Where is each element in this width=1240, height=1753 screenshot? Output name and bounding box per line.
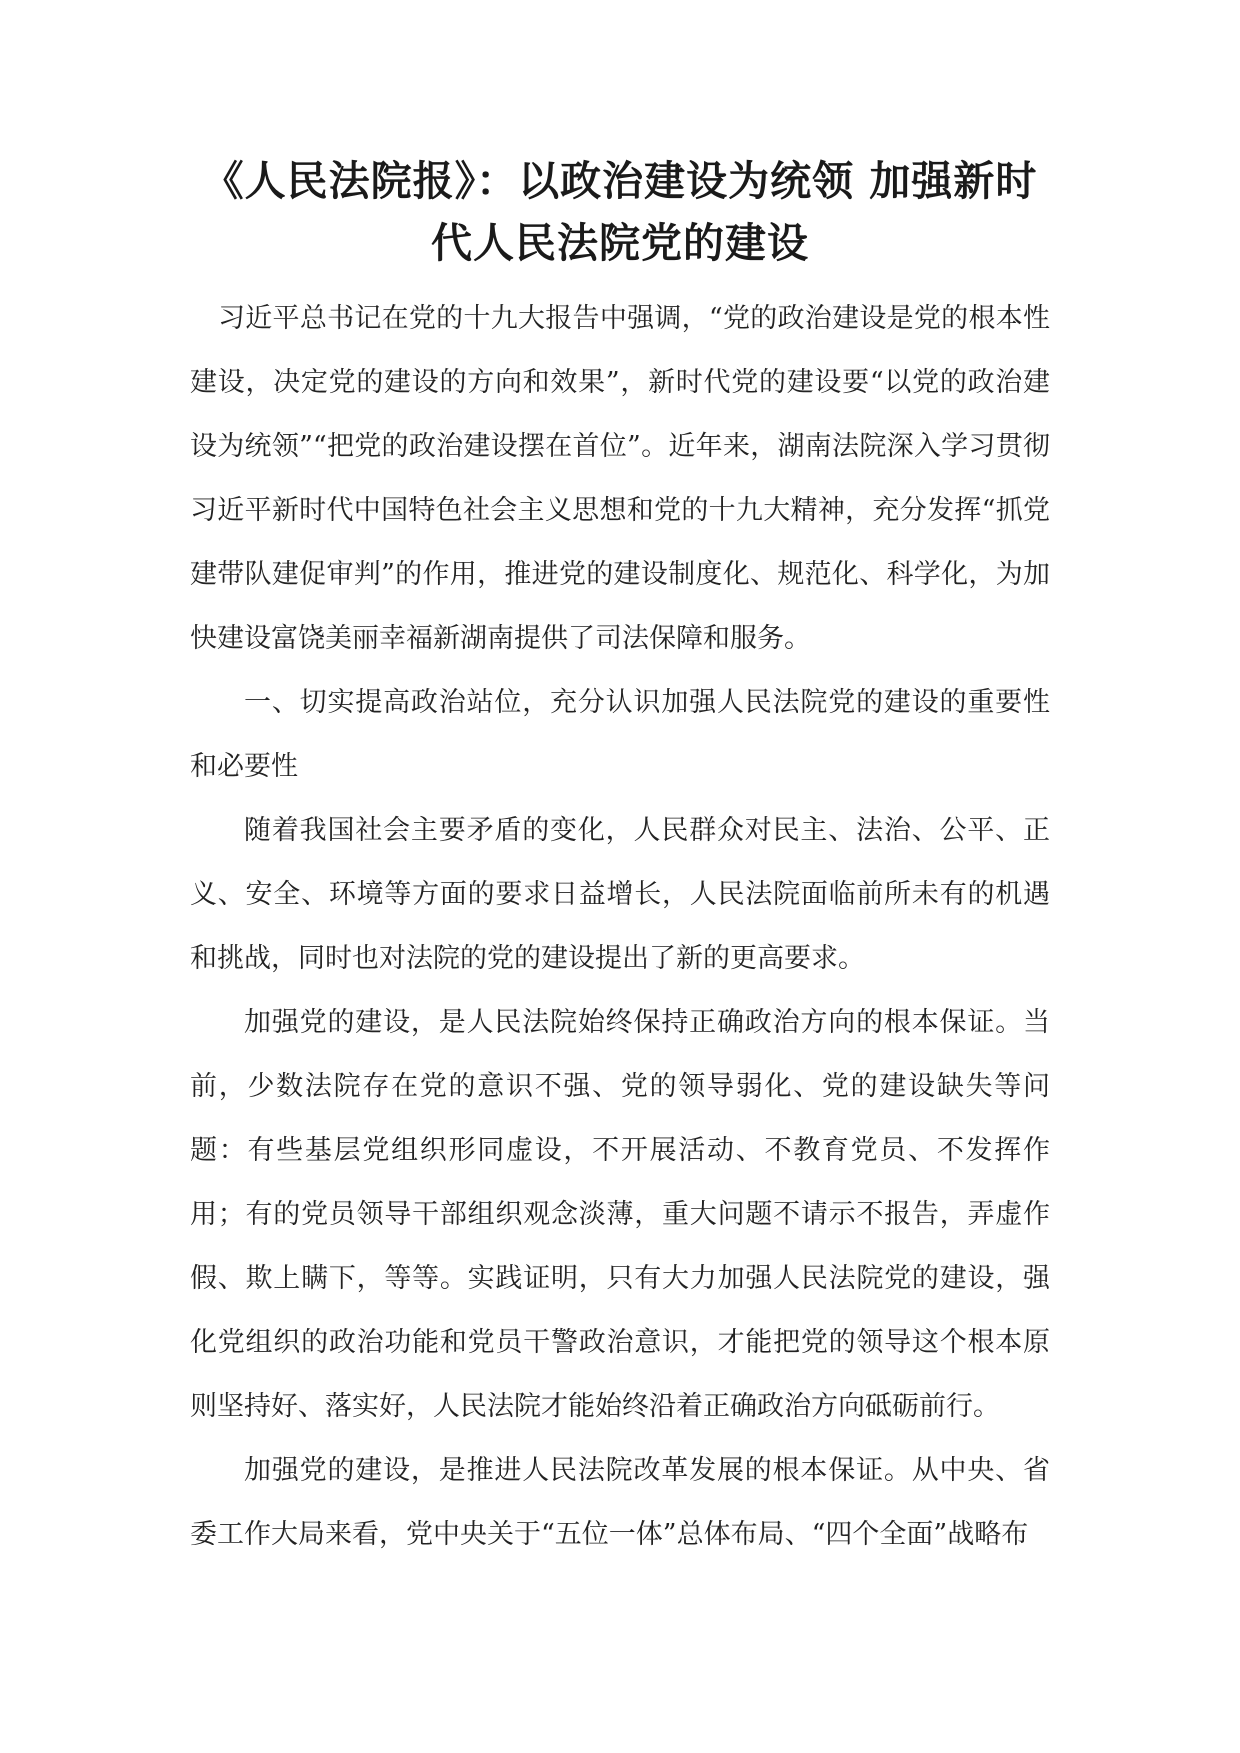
document-body (190, 287, 1050, 1567)
paragraph-political-direction: 加强党的建设，是人民法院始终保持正确政治方向的根本保证。当前，少数法院存在党的意识不强、党的领导弱化、党的建设缺失等问题：有些基层党组织形同虚设，不开展活动、不教育党员、不发挥作用；有的党员领导干部组织观念淡薄，重大问题不请示不报告，弄虚作假、欺上瞒下，等等。实践证明，只有大力加强人民法院党的建设，强化党组织的政治功能和党员干警政治意识，才能把党的领导这个根本原则坚持好、落实好，人民法院才能始终沿着正确政治方向砥砺前行。 (190, 1007, 1050, 1422)
section-heading-1: 一、切实提高政治站位，充分认识加强人民法院党的建设的重要性和必要性 (190, 687, 1050, 782)
paragraph-reform-development: 加强党的建设，是推进人民法院改革发展的根本保证。从中央、省委工作大局来看，党中央关于“五位一体”总体布局、“四个全面”战略布 (190, 1455, 1050, 1550)
document-title: 《人民法院报》：以政治建设为统领 加强新时代人民法院党的建设 (202, 157, 1038, 267)
paragraph-social-demands: 随着我国社会主要矛盾的变化，人民群众对民主、法治、公平、正义、安全、环境等方面的要求日益增长，人民法院面临前所未有的机遇和挑战，同时也对法院的党的建设提出了新的更高要求。 (190, 815, 1050, 974)
paragraph-intro: 习近平总书记在党的十九大报告中强调，“党的政治建设是党的根本性建设，决定党的建设的方向和效果”，新时代党的建设要“以党的政治建设为统领”“把党的政治建设摆在首位”。近年来，湖南法院深入学习贯彻习近平新时代中国特色社会主义思想和党的十九大精神，充分发挥“抓党建带队建促审判”的作用，推进党的建设制度化、规范化、科学化，为加快建设富饶美丽幸福新湖南提供了司法保障和服务。 (190, 303, 1050, 654)
